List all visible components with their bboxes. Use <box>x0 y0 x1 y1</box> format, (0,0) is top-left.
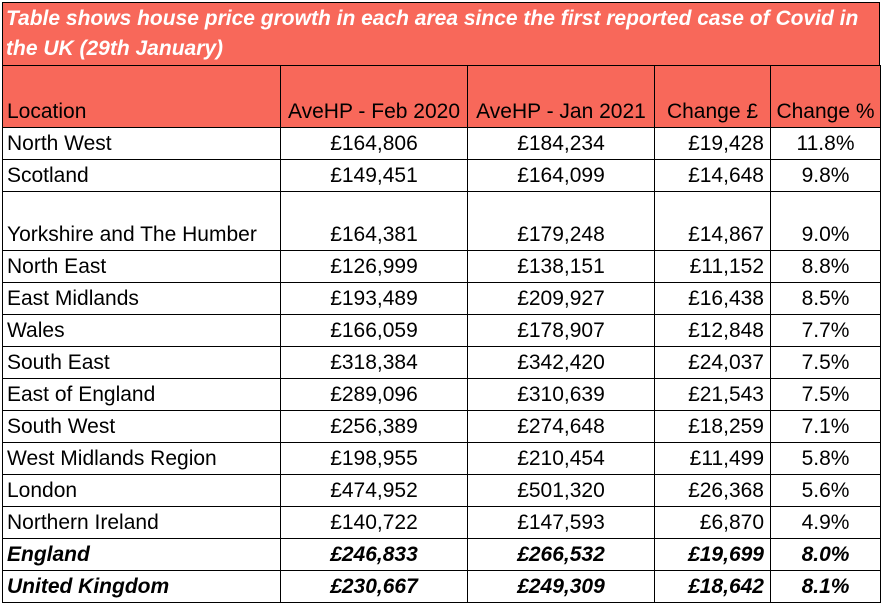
table-row <box>3 443 881 475</box>
table-row <box>3 411 881 443</box>
cell-change-percent: 11.8% <box>771 128 881 160</box>
cell-location: London <box>3 475 281 507</box>
table-row <box>3 160 881 192</box>
cell-change-pounds: £21,543 <box>655 379 771 411</box>
cell-change-percent: 8.0% <box>771 539 881 571</box>
table-row <box>3 192 881 251</box>
cell-change-pounds: £14,648 <box>655 160 771 192</box>
cell-location: East of England <box>3 379 281 411</box>
cell-change-pounds: £26,368 <box>655 475 771 507</box>
cell-location: England <box>3 539 281 571</box>
cell-change-percent: 8.1% <box>771 571 881 603</box>
cell-feb-2020: £256,389 <box>281 411 468 443</box>
cell-change-percent: 7.5% <box>771 379 881 411</box>
cell-change-pounds: £19,428 <box>655 128 771 160</box>
cell-jan-2021: £179,248 <box>468 192 655 251</box>
table-row <box>3 539 881 571</box>
cell-feb-2020: £246,833 <box>281 539 468 571</box>
cell-feb-2020: £198,955 <box>281 443 468 475</box>
column-header-jan-2021: AveHP - Jan 2021 <box>468 66 655 128</box>
cell-jan-2021: £274,648 <box>468 411 655 443</box>
cell-location: Wales <box>3 315 281 347</box>
column-header-location: Location <box>3 66 281 128</box>
cell-change-percent: 8.5% <box>771 283 881 315</box>
cell-jan-2021: £147,593 <box>468 507 655 539</box>
cell-change-percent: 5.6% <box>771 475 881 507</box>
table-row <box>3 475 881 507</box>
cell-feb-2020: £318,384 <box>281 347 468 379</box>
table-row <box>3 283 881 315</box>
cell-feb-2020: £289,096 <box>281 379 468 411</box>
cell-change-pounds: £16,438 <box>655 283 771 315</box>
cell-jan-2021: £184,234 <box>468 128 655 160</box>
table-body <box>3 128 881 603</box>
cell-feb-2020: £164,806 <box>281 128 468 160</box>
cell-change-pounds: £12,848 <box>655 315 771 347</box>
cell-change-percent: 7.5% <box>771 347 881 379</box>
cell-jan-2021: £310,639 <box>468 379 655 411</box>
cell-jan-2021: £266,532 <box>468 539 655 571</box>
table-row <box>3 571 881 603</box>
header-row <box>3 66 881 128</box>
cell-jan-2021: £501,320 <box>468 475 655 507</box>
table-row <box>3 379 881 411</box>
table-row <box>3 251 881 283</box>
cell-feb-2020: £126,999 <box>281 251 468 283</box>
cell-change-pounds: £18,642 <box>655 571 771 603</box>
cell-change-pounds: £6,870 <box>655 507 771 539</box>
cell-change-percent: 7.7% <box>771 315 881 347</box>
cell-location: Northern Ireland <box>3 507 281 539</box>
cell-jan-2021: £178,907 <box>468 315 655 347</box>
price-growth-table-frame <box>2 2 880 603</box>
cell-location: North West <box>3 128 281 160</box>
column-header-feb-2020: AveHP - Feb 2020 <box>281 66 468 128</box>
cell-change-percent: 9.0% <box>771 192 881 251</box>
cell-change-percent: 7.1% <box>771 411 881 443</box>
cell-change-pounds: £11,499 <box>655 443 771 475</box>
cell-feb-2020: £193,489 <box>281 283 468 315</box>
cell-jan-2021: £209,927 <box>468 283 655 315</box>
cell-feb-2020: £140,722 <box>281 507 468 539</box>
cell-feb-2020: £149,451 <box>281 160 468 192</box>
cell-change-pounds: £18,259 <box>655 411 771 443</box>
cell-jan-2021: £164,099 <box>468 160 655 192</box>
cell-location: North East <box>3 251 281 283</box>
cell-location: Yorkshire and The Humber <box>3 192 281 251</box>
column-header-change-percent: Change % <box>771 66 881 128</box>
table-title: Table shows house price growth in each area since the first reported case of Covid in the UK (29th January) <box>2 2 880 65</box>
cell-feb-2020: £230,667 <box>281 571 468 603</box>
cell-feb-2020: £474,952 <box>281 475 468 507</box>
cell-jan-2021: £342,420 <box>468 347 655 379</box>
cell-jan-2021: £249,309 <box>468 571 655 603</box>
column-header-change-pounds: Change £ <box>655 66 771 128</box>
cell-change-pounds: £19,699 <box>655 539 771 571</box>
cell-location: South West <box>3 411 281 443</box>
cell-location: West Midlands Region <box>3 443 281 475</box>
cell-jan-2021: £138,151 <box>468 251 655 283</box>
cell-feb-2020: £164,381 <box>281 192 468 251</box>
cell-location: Scotland <box>3 160 281 192</box>
cell-change-percent: 9.8% <box>771 160 881 192</box>
cell-change-percent: 8.8% <box>771 251 881 283</box>
cell-change-percent: 5.8% <box>771 443 881 475</box>
table-row <box>3 507 881 539</box>
cell-change-pounds: £24,037 <box>655 347 771 379</box>
price-growth-table <box>2 65 881 603</box>
cell-change-percent: 4.9% <box>771 507 881 539</box>
cell-location: United Kingdom <box>3 571 281 603</box>
cell-change-pounds: £11,152 <box>655 251 771 283</box>
cell-location: South East <box>3 347 281 379</box>
table-row <box>3 347 881 379</box>
cell-change-pounds: £14,867 <box>655 192 771 251</box>
table-row <box>3 315 881 347</box>
cell-feb-2020: £166,059 <box>281 315 468 347</box>
cell-location: East Midlands <box>3 283 281 315</box>
cell-jan-2021: £210,454 <box>468 443 655 475</box>
table-row <box>3 128 881 160</box>
